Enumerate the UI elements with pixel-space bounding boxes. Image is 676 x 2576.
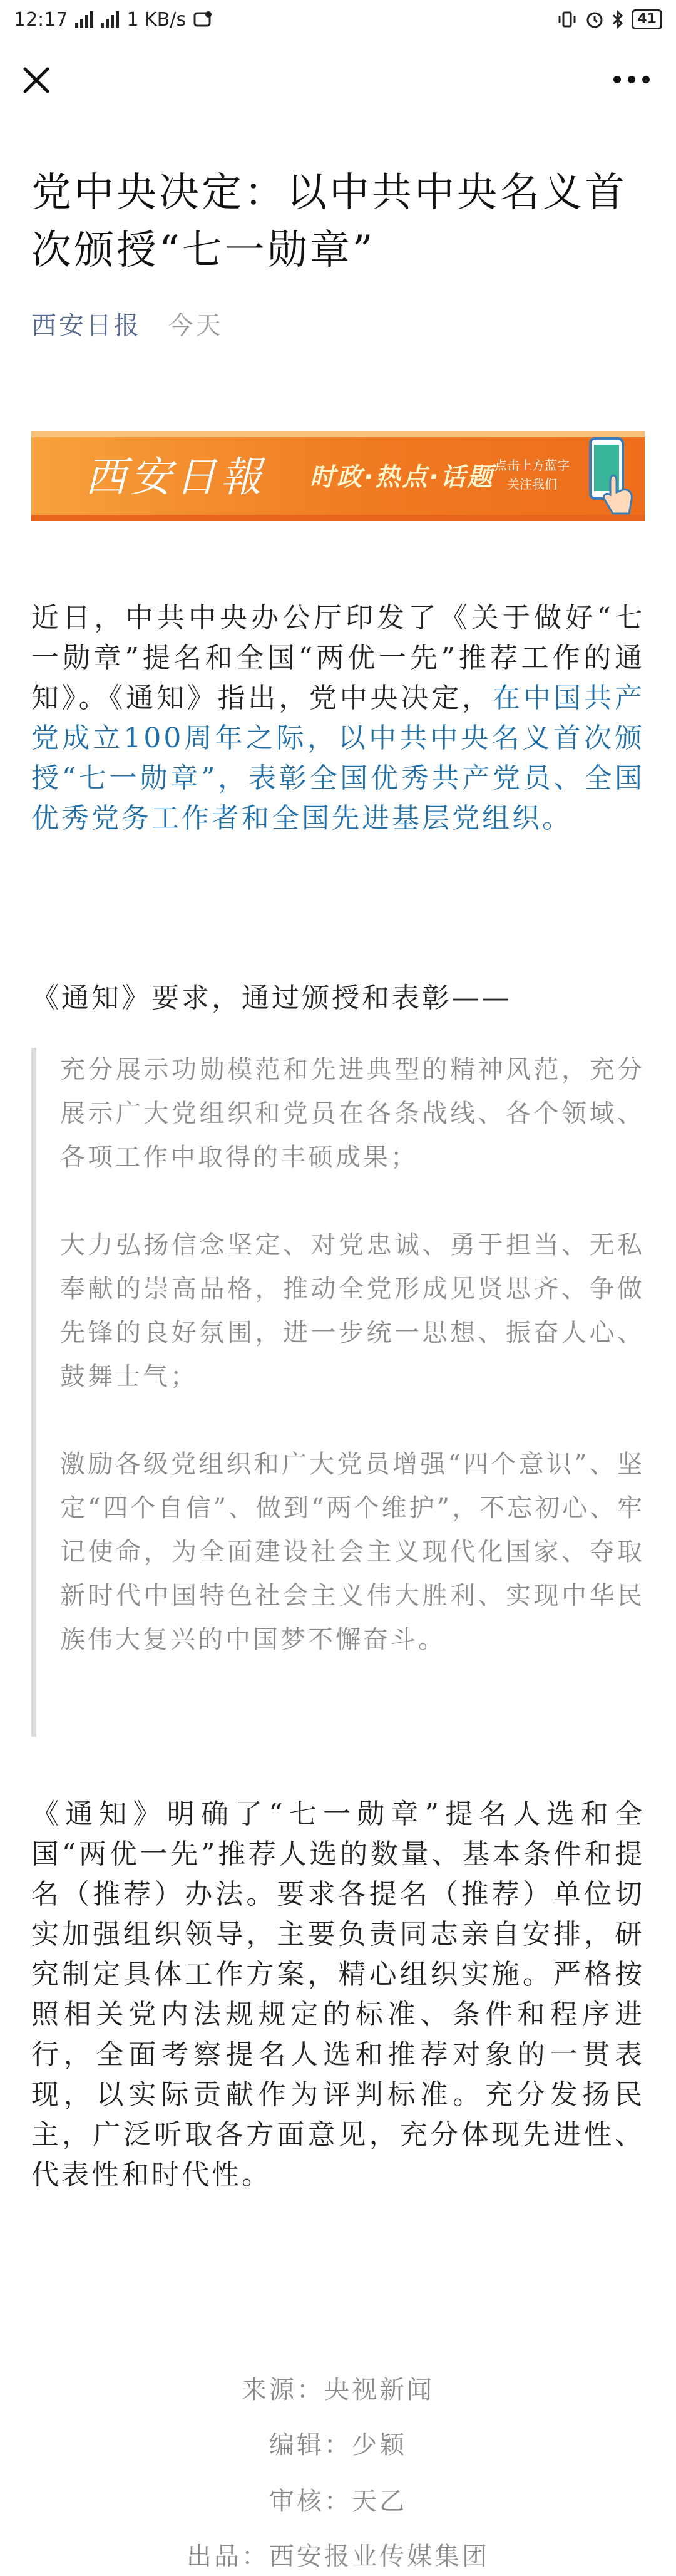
banner-stripe-bottom — [31, 515, 645, 521]
article-title: 党中央决定：以中共中央名义首次颁授“七一勋章” — [31, 170, 627, 274]
banner-tip-line1: 点击上方蓝字 — [494, 458, 570, 473]
quote-paragraph-1: 充分展示功勋模范和先进典型的精神风范，充分展示广大党组织和党员在各条战线、各个领域、各项工作中取得的丰硕成果； — [60, 1055, 645, 1172]
status-bar — [0, 0, 676, 39]
phone-tap-icon — [585, 436, 637, 516]
paragraph-requirement: 《通知》要求，通过颁授和表彰—— — [31, 982, 512, 1014]
alarm-icon — [585, 10, 604, 29]
intro-text: 近日，中共中央办公厅印发了《关于做好“七一勋章”提名和全国“两优一先”推荐工作的通知》。《通知》指出，党中央决定， — [31, 602, 645, 714]
article-date: 今天 — [168, 311, 223, 340]
status-right — [556, 9, 662, 29]
credit-editor: 编辑：少颖 — [269, 2431, 407, 2460]
status-time: 12:17 — [14, 8, 68, 31]
more-icon[interactable] — [610, 64, 653, 95]
bluetooth-icon — [612, 10, 624, 29]
notification-icon — [193, 11, 213, 28]
vibrate-icon — [556, 11, 578, 28]
credit-source: 来源：央视新闻 — [242, 2376, 434, 2404]
blockquote — [31, 1048, 645, 1737]
credit-publisher: 出品：西安报业传媒集团 — [187, 2542, 489, 2571]
signal-icon-2 — [101, 11, 119, 28]
follow-banner[interactable] — [31, 431, 645, 521]
signal-icon — [75, 11, 93, 28]
banner-tip-line2: 关注我们 — [507, 477, 557, 492]
article-meta — [31, 308, 223, 343]
quote-paragraph-3: 激励各级党组织和广大党员增强“四个意识”、坚定“四个自信”、做到“两个维护”，不忘初心、牢记使命，为全面建设社会主义现代化国家、夺取新时代中国特色社会主义伟大胜利、实现中华民族伟大复兴的中国梦不懈奋斗。 — [60, 1450, 645, 1654]
paragraph-details: 《通知》明确了“七一勋章”提名人选和全国“两优一先”推荐人选的数量、基本条件和提名（推荐）办法。要求各提名（推荐）单位切实加强组织领导，主要负责同志亲自安排，研究制定具体工作方案，精心组织实施。严格按照相关党内法规规定的标准、条件和程序进行，全面考察提名人选和推荐对象的一贯表现，以实际贡献作为评判标准。充分发扬民主，广泛听取各方面意见，充分体现先进性、代表性和时代性。 — [31, 1798, 645, 2191]
credit-reviewer: 审核：天乙 — [269, 2487, 407, 2516]
nav-bar — [0, 39, 676, 119]
banner-tip — [494, 456, 570, 494]
banner-slogan: 时政·热点·话题 — [310, 463, 494, 492]
status-left — [14, 9, 213, 31]
banner-stripe-top — [31, 431, 645, 437]
article-source-link[interactable]: 西安日报 — [31, 311, 141, 340]
banner-logo: 西安日報 — [85, 453, 265, 501]
battery-icon: 41 — [632, 9, 662, 29]
quote-paragraph-2: 大力弘扬信念坚定、对党忠诚、勇于担当、无私奉献的崇高品格，推动全党形成见贤思齐、争做先锋的良好氛围，进一步统一思想、振奋人心、鼓舞士气； — [60, 1231, 645, 1391]
paragraph-intro — [31, 598, 645, 839]
intro-highlight: 在中国共产党成立100周年之际，以中共中央名义首次颁授“七一勋章”，表彰全国优秀共产党员、全国优秀党务工作者和全国先进基层党组织。 — [31, 682, 645, 834]
network-speed: 1 KB/s — [126, 8, 187, 31]
close-icon[interactable] — [19, 63, 54, 98]
